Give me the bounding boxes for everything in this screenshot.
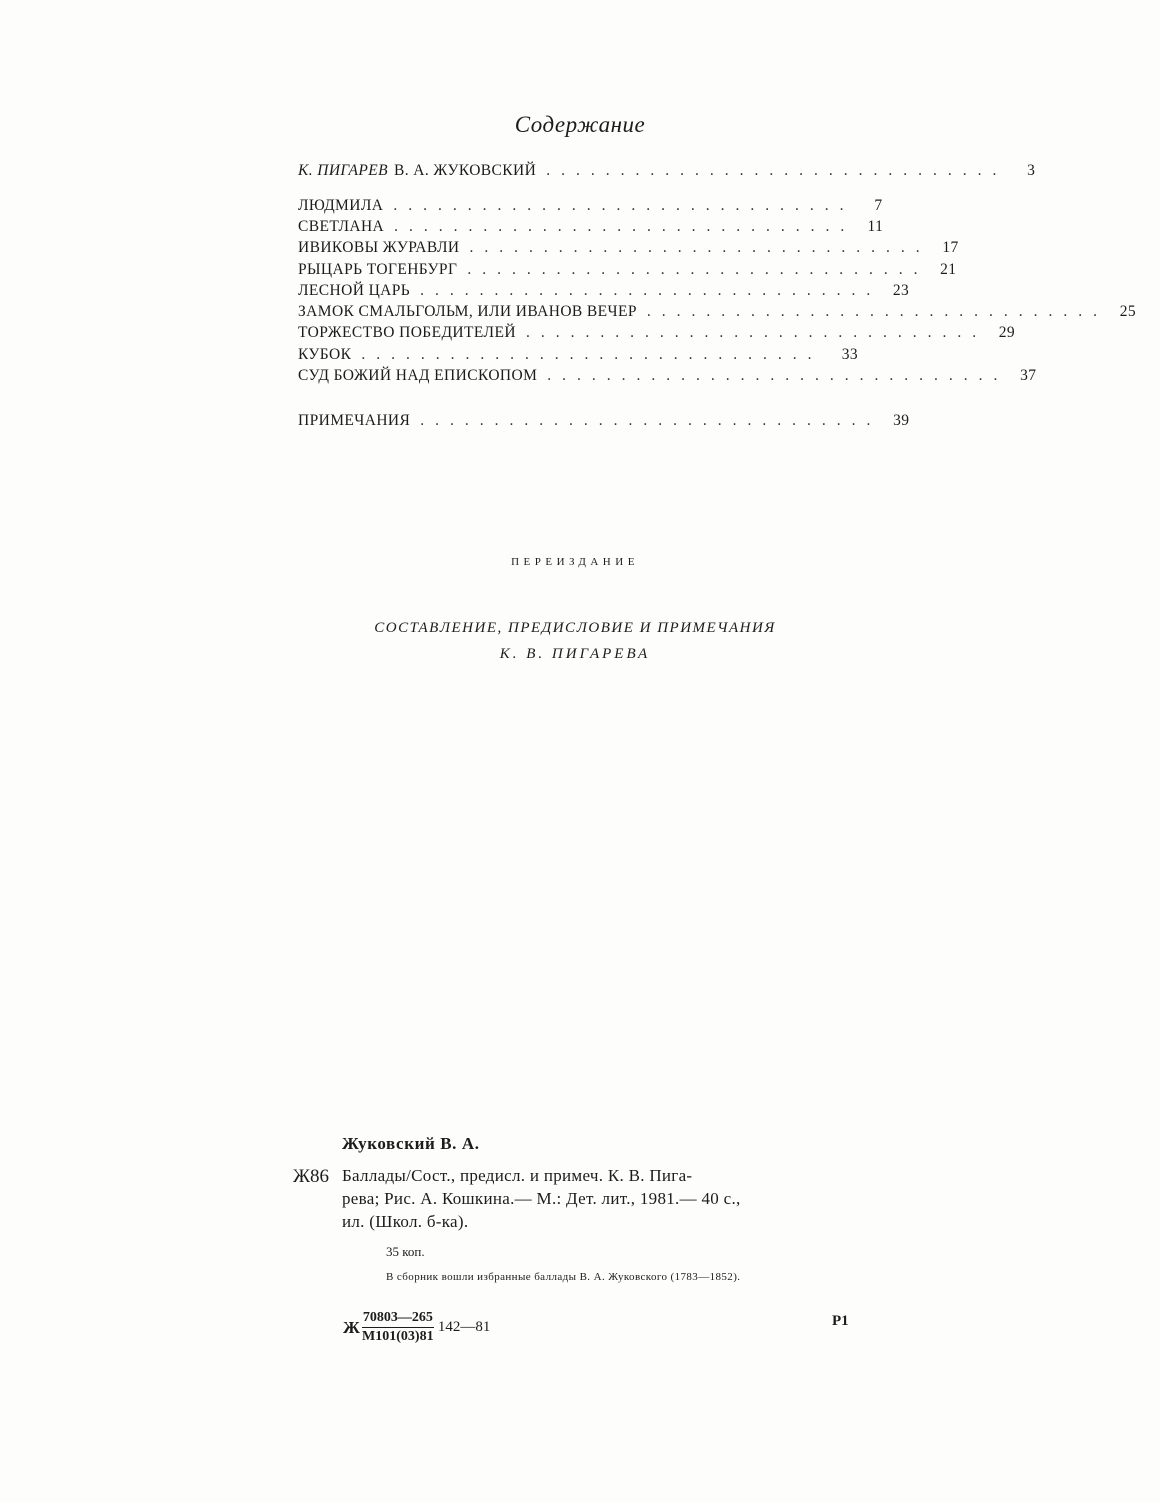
dot-leader: ............................... [361,346,823,363]
index-suffix: 142—81 [437,1319,491,1335]
compiler-name: К. В. ПИГАРЕВА [499,646,651,662]
toc-entry [298,324,1016,346]
reissue-label: ПЕРЕИЗДАНИЕ [511,556,639,568]
toc-page-number: 7 [874,197,883,214]
toc-page-number: 39 [893,412,910,429]
dot-leader: ............................... [547,367,1009,384]
dot-leader: ............................... [394,218,856,235]
index-denominator: М101(03)81 [362,1329,434,1344]
catalog-description-line: рева; Рис. А. Кошкина.— М.: Дет. лит., 1981.— 40 с., [342,1189,741,1208]
catalog-author: Жуковский В. А. [342,1134,480,1153]
toc-page-number: 33 [841,346,858,363]
toc-preface-author: К. ПИГАРЕВ [298,162,388,179]
index-letter: Ж [343,1317,360,1337]
toc-entry-title: РЫЦАРЬ ТОГЕНБУРГ [298,261,458,278]
toc-entry [298,261,957,283]
toc-entry-title: КУБОК [298,346,352,363]
dot-leader: ............................... [420,412,882,429]
dot-leader: ............................... [420,282,882,299]
toc-page-number: 17 [942,239,959,256]
toc-entry [298,303,1137,325]
compiled-by-line: СОСТАВЛЕНИЕ, ПРЕДИСЛОВИЕ И ПРИМЕЧАНИЯ [374,620,776,636]
toc-entry [298,239,959,261]
toc-page-number: 23 [892,282,910,299]
annotation: В сборник вошли избранные баллады В. А. Жуковского (1783—1852). [386,1271,741,1283]
catalog-description-line: ил. (Школ. б-ка). [342,1212,469,1231]
toc-preface-title: В. А. ЖУКОВСКИЙ [393,162,537,179]
toc-entry-title: СВЕТЛАНА [298,218,385,235]
toc-entry [298,367,1037,389]
toc-entry-title: ЗАМОК СМАЛЬГОЛЬМ, ИЛИ ИВАНОВ ВЕЧЕР [298,303,637,320]
toc-entry-title: ЛЮДМИЛА [298,197,384,214]
toc-entry-title: СУД БОЖИЙ НАД ЕПИСКОПОМ [298,367,538,384]
toc-entry-title: ПРИМЕЧАНИЯ [298,412,411,429]
toc-entry-notes [298,412,910,434]
catalog-description-line: Баллады/Сост., предисл. и примеч. К. В. Пига- [342,1166,693,1185]
toc-page-number: 25 [1119,303,1137,320]
publication-index [343,1310,490,1345]
classification-code: Р1 [832,1313,849,1329]
toc-page-number: 21 [940,261,957,278]
toc-page-number: 3 [1027,162,1036,179]
toc-entry [298,218,884,240]
dot-leader: ............................... [393,197,855,214]
toc-entry-title: ИВИКОВЫ ЖУРАВЛИ [298,239,460,256]
toc-entry [298,197,883,219]
toc-page-number: 11 [867,218,884,235]
toc-entry-preface [298,162,1036,184]
dot-leader: ............................... [469,239,931,256]
catalog-code: Ж86 [293,1166,330,1187]
dot-leader: ............................... [546,162,1008,179]
toc-page-number: 29 [998,324,1016,341]
toc-page-number: 37 [1020,367,1037,384]
index-numerator: 70803—265 [362,1310,434,1328]
toc-entry-title: ЛЕСНОЙ ЦАРЬ [298,282,411,299]
toc-entry-title: ТОРЖЕСТВО ПОБЕДИТЕЛЕЙ [298,324,516,341]
dot-leader: ............................... [525,324,988,341]
index-fraction [362,1310,434,1345]
toc-entry [298,282,910,304]
dot-leader: ............................... [467,261,929,278]
dot-leader: ............................... [646,303,1109,320]
contents-title: Содержание [514,112,646,137]
price: 35 коп. [386,1244,425,1259]
toc-entry [298,346,858,368]
